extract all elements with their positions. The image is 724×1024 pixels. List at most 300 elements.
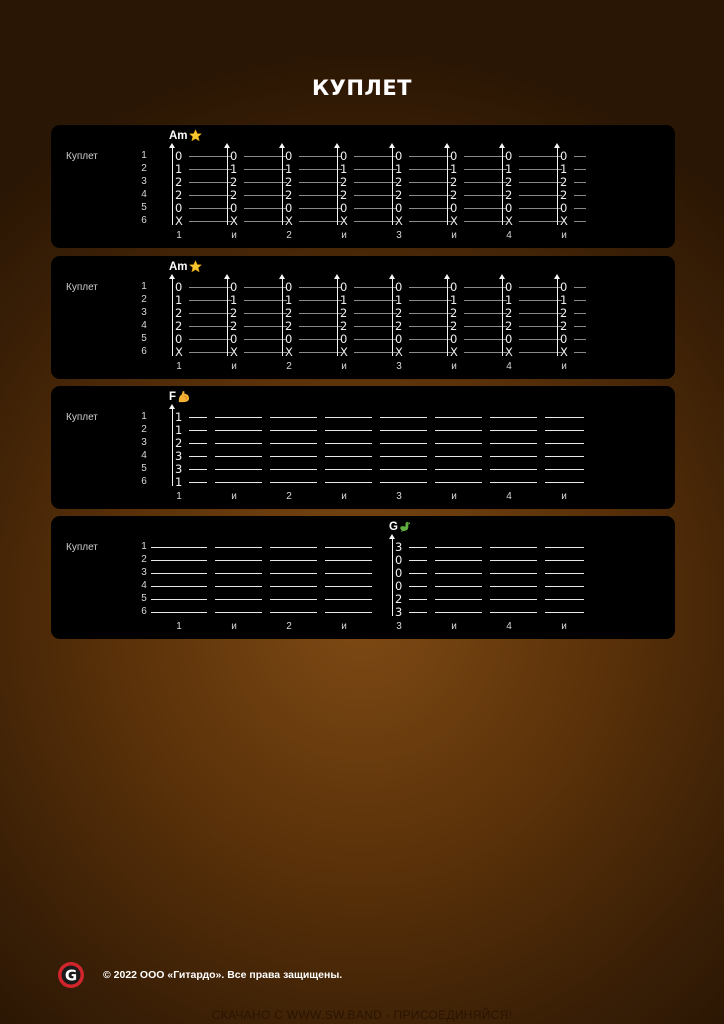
fret-number: 0: [450, 280, 458, 294]
string-line: [409, 287, 452, 288]
flexed-arm-icon: [177, 390, 190, 403]
string-line: [545, 443, 584, 444]
string-number: 5: [141, 463, 147, 474]
string-line: [435, 469, 482, 470]
string-line: [270, 430, 317, 431]
string-number: 3: [141, 567, 147, 578]
strum-arrow: [172, 407, 173, 486]
strum-arrow: [447, 277, 448, 356]
fret-number: 1: [285, 162, 293, 176]
fret-number: 0: [395, 201, 403, 215]
strum-arrow: [227, 277, 228, 356]
fret-number: 2: [340, 306, 348, 320]
string-line: [435, 573, 482, 574]
beat-label: и: [341, 491, 347, 502]
string-line: [380, 482, 427, 483]
string-line: [189, 195, 232, 196]
strum-arrowhead-icon: [224, 143, 230, 148]
fret-number: 0: [395, 566, 403, 580]
string-line: [574, 221, 586, 222]
beat-label: и: [451, 361, 457, 372]
string-number: 3: [141, 307, 147, 318]
tab-block: [51, 516, 675, 639]
string-line: [215, 469, 262, 470]
string-line: [490, 599, 537, 600]
section-label: Куплет: [66, 151, 98, 162]
fret-number: X: [230, 214, 238, 228]
beat-label: 2: [286, 621, 292, 632]
string-line: [409, 313, 452, 314]
strum-arrowhead-icon: [389, 274, 395, 279]
beat-label: и: [561, 491, 567, 502]
string-line: [325, 456, 372, 457]
string-line: [519, 326, 562, 327]
strum-arrowhead-icon: [499, 274, 505, 279]
beat-label: 2: [286, 230, 292, 241]
string-line: [299, 208, 342, 209]
string-line: [354, 313, 397, 314]
string-line: [519, 339, 562, 340]
string-line: [244, 326, 287, 327]
string-line: [380, 430, 427, 431]
string-line: [270, 612, 317, 613]
string-line: [519, 195, 562, 196]
strum-arrow: [172, 277, 173, 356]
chord-name: [389, 520, 412, 533]
strum-arrow: [172, 146, 173, 225]
fret-number: 2: [230, 175, 238, 189]
chord-name: [169, 260, 202, 273]
string-line: [545, 612, 584, 613]
string-line: [325, 573, 372, 574]
string-line: [574, 313, 586, 314]
string-number: 4: [141, 580, 147, 591]
strum-arrowhead-icon: [334, 143, 340, 148]
string-line: [299, 195, 342, 196]
string-line: [325, 430, 372, 431]
string-line: [409, 208, 452, 209]
beat-label: 2: [286, 361, 292, 372]
strum-arrow: [392, 277, 393, 356]
string-line: [189, 443, 207, 444]
string-line: [409, 195, 452, 196]
gitardo-logo-icon: [57, 961, 85, 989]
string-line: [409, 221, 452, 222]
string-line: [519, 156, 562, 157]
download-watermark: СКАЧАНО С WWW.SW.BAND - ПРИСОЕДИНЯЙСЯ!: [211, 1008, 513, 1022]
string-line: [189, 221, 232, 222]
fret-number: X: [395, 214, 403, 228]
string-line: [545, 599, 584, 600]
string-line: [299, 352, 342, 353]
fret-number: 2: [505, 319, 513, 333]
string-line: [270, 586, 317, 587]
fret-number: 2: [560, 319, 568, 333]
string-line: [299, 326, 342, 327]
string-line: [299, 182, 342, 183]
string-line: [545, 560, 584, 561]
string-line: [435, 560, 482, 561]
fret-number: 1: [175, 475, 183, 489]
string-line: [435, 612, 482, 613]
chord-label: G: [389, 520, 398, 533]
string-line: [354, 195, 397, 196]
string-line: [464, 287, 507, 288]
string-line: [244, 313, 287, 314]
string-line: [464, 300, 507, 301]
string-line: [574, 339, 586, 340]
fret-number: 0: [230, 149, 238, 163]
beat-label: и: [561, 230, 567, 241]
fret-number: X: [560, 214, 568, 228]
string-line: [490, 417, 537, 418]
string-line: [189, 208, 232, 209]
fret-number: 2: [230, 319, 238, 333]
string-number: 6: [141, 215, 147, 226]
tab-block: [51, 386, 675, 509]
string-line: [151, 547, 207, 548]
string-number: 5: [141, 333, 147, 344]
string-line: [189, 352, 232, 353]
string-line: [270, 417, 317, 418]
string-number: 5: [141, 202, 147, 213]
string-line: [151, 612, 207, 613]
string-line: [299, 221, 342, 222]
string-line: [574, 156, 586, 157]
string-line: [464, 208, 507, 209]
chord-label: Am: [169, 260, 188, 273]
string-line: [574, 169, 586, 170]
fret-number: 3: [395, 605, 403, 619]
string-line: [299, 169, 342, 170]
fret-number: 2: [505, 175, 513, 189]
string-line: [574, 352, 586, 353]
string-line: [299, 156, 342, 157]
string-number: 1: [141, 150, 147, 161]
string-line: [545, 430, 584, 431]
string-line: [189, 417, 207, 418]
fret-number: 1: [340, 162, 348, 176]
fret-number: 0: [450, 332, 458, 346]
string-line: [490, 560, 537, 561]
beat-label: и: [341, 621, 347, 632]
fret-number: 0: [450, 149, 458, 163]
string-line: [244, 287, 287, 288]
string-line: [299, 339, 342, 340]
fret-number: 0: [505, 332, 513, 346]
fret-number: 0: [560, 332, 568, 346]
string-line: [151, 573, 207, 574]
string-line: [270, 469, 317, 470]
fret-number: 2: [285, 306, 293, 320]
fret-number: 0: [175, 280, 183, 294]
string-line: [189, 469, 207, 470]
string-line: [464, 182, 507, 183]
string-line: [270, 573, 317, 574]
string-number: 4: [141, 450, 147, 461]
fret-number: 1: [230, 293, 238, 307]
string-line: [354, 182, 397, 183]
section-label: Куплет: [66, 412, 98, 423]
string-line: [574, 208, 586, 209]
strum-arrow: [392, 537, 393, 616]
fret-number: 2: [175, 188, 183, 202]
string-line: [244, 352, 287, 353]
strum-arrow: [282, 277, 283, 356]
fret-number: 1: [450, 293, 458, 307]
fret-number: X: [340, 345, 348, 359]
fret-number: 0: [395, 280, 403, 294]
fret-number: 2: [395, 188, 403, 202]
fret-number: 2: [340, 319, 348, 333]
section-label: Куплет: [66, 542, 98, 553]
string-line: [519, 300, 562, 301]
string-line: [464, 195, 507, 196]
string-line: [464, 326, 507, 327]
string-line: [490, 573, 537, 574]
fret-number: 2: [175, 175, 183, 189]
strum-arrowhead-icon: [554, 274, 560, 279]
fret-number: 0: [175, 332, 183, 346]
string-number: 3: [141, 176, 147, 187]
string-line: [189, 156, 232, 157]
string-line: [151, 560, 207, 561]
string-line: [215, 586, 262, 587]
string-number: 1: [141, 541, 147, 552]
fret-number: X: [285, 214, 293, 228]
fret-number: X: [395, 345, 403, 359]
fret-number: 2: [395, 592, 403, 606]
string-line: [325, 482, 372, 483]
string-line: [464, 169, 507, 170]
string-line: [464, 221, 507, 222]
string-line: [354, 169, 397, 170]
string-line: [409, 352, 452, 353]
strum-arrow: [392, 146, 393, 225]
string-line: [299, 300, 342, 301]
string-line: [519, 182, 562, 183]
fret-number: 1: [505, 162, 513, 176]
fret-number: 1: [395, 293, 403, 307]
string-line: [189, 482, 207, 483]
string-line: [299, 287, 342, 288]
string-line: [215, 443, 262, 444]
string-line: [435, 430, 482, 431]
string-line: [215, 456, 262, 457]
fret-number: 1: [560, 293, 568, 307]
strum-arrowhead-icon: [499, 143, 505, 148]
string-line: [464, 339, 507, 340]
beat-label: 3: [396, 491, 402, 502]
string-line: [464, 156, 507, 157]
beat-label: 1: [176, 621, 182, 632]
string-line: [490, 586, 537, 587]
fret-number: 2: [560, 306, 568, 320]
beat-label: и: [231, 621, 237, 632]
string-line: [215, 417, 262, 418]
string-line: [435, 586, 482, 587]
strum-arrow: [557, 277, 558, 356]
fret-number: 0: [505, 280, 513, 294]
string-line: [409, 560, 427, 561]
string-line: [215, 482, 262, 483]
fret-number: 2: [285, 188, 293, 202]
string-line: [545, 469, 584, 470]
string-line: [270, 599, 317, 600]
fret-number: 0: [395, 553, 403, 567]
string-line: [519, 208, 562, 209]
strum-arrow: [337, 146, 338, 225]
string-line: [490, 482, 537, 483]
string-line: [151, 599, 207, 600]
string-line: [435, 547, 482, 548]
fret-number: 1: [450, 162, 458, 176]
string-line: [325, 599, 372, 600]
string-line: [490, 443, 537, 444]
beat-label: 1: [176, 491, 182, 502]
string-line: [244, 156, 287, 157]
beat-label: 4: [506, 230, 512, 241]
beat-label: и: [451, 230, 457, 241]
string-line: [354, 208, 397, 209]
strum-arrow: [337, 277, 338, 356]
fret-number: 0: [560, 149, 568, 163]
string-line: [189, 287, 232, 288]
string-line: [435, 482, 482, 483]
strum-arrow: [502, 146, 503, 225]
fret-number: 0: [230, 332, 238, 346]
string-line: [490, 430, 537, 431]
string-line: [270, 482, 317, 483]
string-line: [325, 417, 372, 418]
fret-number: 0: [450, 201, 458, 215]
fret-number: 2: [450, 175, 458, 189]
fret-number: X: [450, 214, 458, 228]
fret-number: 0: [340, 280, 348, 294]
string-line: [354, 300, 397, 301]
fret-number: 2: [560, 175, 568, 189]
string-line: [215, 560, 262, 561]
fret-number: 0: [285, 332, 293, 346]
fret-number: 0: [395, 579, 403, 593]
string-line: [409, 586, 427, 587]
string-line: [409, 169, 452, 170]
fret-number: 0: [395, 332, 403, 346]
beat-label: и: [451, 491, 457, 502]
string-line: [409, 182, 452, 183]
string-line: [189, 339, 232, 340]
string-number: 1: [141, 411, 147, 422]
fret-number: X: [450, 345, 458, 359]
fret-number: 2: [175, 319, 183, 333]
string-line: [435, 456, 482, 457]
string-line: [545, 573, 584, 574]
beat-label: и: [451, 621, 457, 632]
chord-name: [169, 390, 190, 403]
string-number: 6: [141, 606, 147, 617]
string-line: [189, 169, 232, 170]
fret-number: 1: [230, 162, 238, 176]
string-number: 2: [141, 424, 147, 435]
fret-number: 1: [175, 162, 183, 176]
strum-arrowhead-icon: [279, 274, 285, 279]
string-line: [519, 221, 562, 222]
fret-number: 2: [395, 306, 403, 320]
string-line: [270, 560, 317, 561]
page-title: КУПЛЕТ: [311, 76, 413, 100]
string-line: [299, 313, 342, 314]
fret-number: X: [505, 345, 513, 359]
string-line: [270, 456, 317, 457]
string-line: [409, 573, 427, 574]
strum-arrowhead-icon: [169, 274, 175, 279]
string-number: 2: [141, 163, 147, 174]
string-number: 2: [141, 554, 147, 565]
strum-arrowhead-icon: [389, 534, 395, 539]
string-line: [354, 352, 397, 353]
fret-number: 0: [340, 149, 348, 163]
beat-label: и: [231, 491, 237, 502]
copyright-text: © 2022 ООО «Гитардо». Все права защищены.: [103, 969, 343, 981]
strum-arrowhead-icon: [224, 274, 230, 279]
string-line: [490, 547, 537, 548]
string-line: [189, 430, 207, 431]
string-line: [464, 313, 507, 314]
string-line: [435, 417, 482, 418]
fret-number: 1: [560, 162, 568, 176]
beat-label: 4: [506, 621, 512, 632]
fret-number: 0: [175, 201, 183, 215]
fret-number: 2: [230, 188, 238, 202]
beat-label: 1: [176, 361, 182, 372]
fret-number: 0: [340, 201, 348, 215]
fret-number: 0: [285, 201, 293, 215]
fret-number: 0: [560, 201, 568, 215]
string-line: [574, 287, 586, 288]
fret-number: X: [285, 345, 293, 359]
strum-arrowhead-icon: [279, 143, 285, 148]
strum-arrowhead-icon: [334, 274, 340, 279]
string-line: [325, 443, 372, 444]
string-line: [189, 326, 232, 327]
string-line: [244, 208, 287, 209]
string-line: [354, 156, 397, 157]
string-number: 5: [141, 593, 147, 604]
beat-label: 3: [396, 621, 402, 632]
fret-number: 2: [505, 306, 513, 320]
fret-number: 2: [450, 306, 458, 320]
fret-number: 1: [175, 410, 183, 424]
beat-label: и: [341, 361, 347, 372]
string-line: [409, 612, 427, 613]
fret-number: 0: [505, 201, 513, 215]
beat-label: 4: [506, 361, 512, 372]
beat-label: и: [561, 361, 567, 372]
fret-number: 0: [505, 149, 513, 163]
beat-label: 3: [396, 230, 402, 241]
string-line: [215, 573, 262, 574]
fret-number: 0: [230, 280, 238, 294]
fret-number: 0: [230, 201, 238, 215]
string-line: [354, 326, 397, 327]
string-line: [380, 417, 427, 418]
string-line: [354, 339, 397, 340]
string-line: [215, 430, 262, 431]
string-line: [545, 547, 584, 548]
fret-number: 2: [395, 175, 403, 189]
string-line: [409, 547, 427, 548]
fret-number: 2: [175, 436, 183, 450]
